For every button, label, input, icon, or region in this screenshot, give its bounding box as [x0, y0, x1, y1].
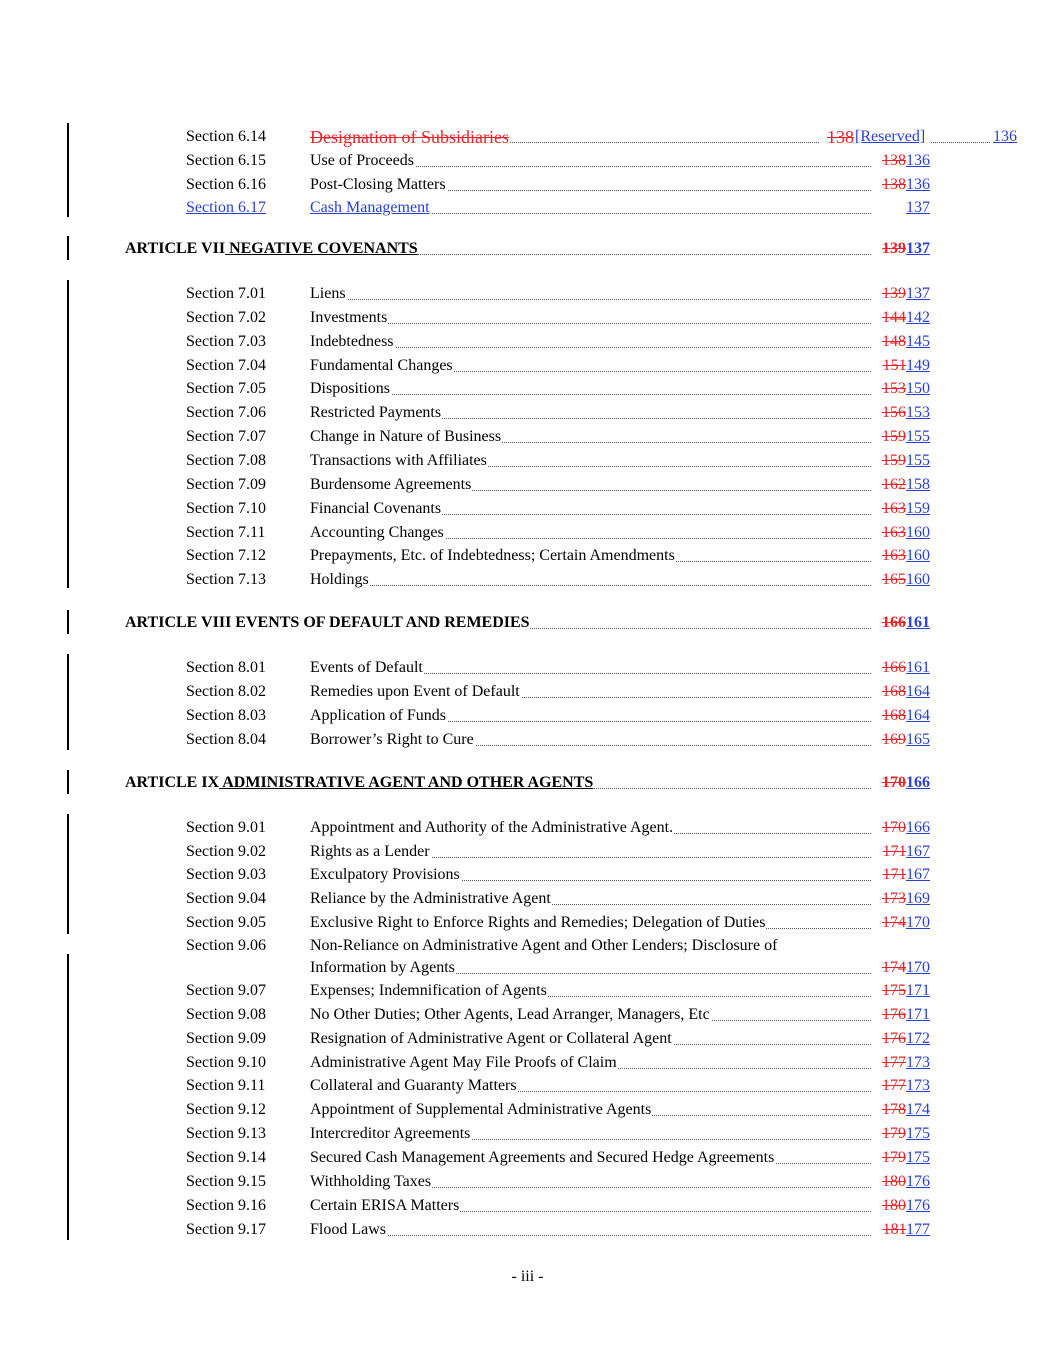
section-title: Indebtedness	[310, 332, 394, 350]
section-title: Intercreditor Agreements	[310, 1125, 471, 1143]
old-page-number: 171	[882, 842, 906, 860]
page-numbers	[882, 1149, 930, 1167]
old-page-number: 171	[882, 866, 906, 884]
old-page-number: 153	[882, 380, 906, 398]
page-numbers	[882, 1006, 930, 1024]
section-title: Certain ERISA Matters	[310, 1196, 460, 1214]
section-number: Section 9.13	[186, 1125, 266, 1143]
section-number: Section 7.08	[186, 451, 266, 469]
section-title: Appointment of Supplemental Administrative Agents	[310, 1101, 652, 1119]
new-page-number[interactable]: 164	[906, 683, 930, 700]
dot-leader	[310, 394, 871, 395]
section-title: Administrative Agent May File Proofs of Claim	[310, 1053, 617, 1071]
toc-entry[interactable]	[0, 357, 1055, 381]
page-numbers	[882, 707, 930, 725]
old-page-number: 163	[882, 523, 906, 541]
old-page-number: 176	[882, 1005, 906, 1023]
page-numbers	[883, 1221, 930, 1239]
section-title: Withholding Taxes	[310, 1172, 432, 1190]
dot-leader	[310, 1235, 871, 1236]
page-numbers	[882, 731, 930, 749]
article-title	[125, 240, 418, 258]
old-page-number: 179	[882, 1125, 906, 1143]
page-numbers	[882, 404, 930, 422]
new-page-number[interactable]: 153	[906, 404, 930, 422]
toc-entry[interactable]	[0, 982, 1055, 1006]
toc-entry[interactable]	[0, 1173, 1055, 1197]
new-page-number[interactable]: 145	[906, 332, 930, 350]
article-prefix: ARTICLE IX	[125, 774, 220, 791]
article-title	[125, 774, 593, 792]
old-page-number: 139	[882, 240, 906, 257]
inserted-section-title[interactable]: [Reserved]	[855, 128, 926, 145]
toc-entry[interactable]	[0, 452, 1055, 476]
toc-entry[interactable]	[0, 843, 1055, 867]
section-number: Section 7.11	[186, 523, 266, 541]
section-number: Section 9.12	[186, 1101, 266, 1119]
section-title-line1: Non-Reliance on Administrative Agent and Other Lenders; Disclosure of	[310, 937, 778, 954]
section-number: Section 9.15	[186, 1172, 266, 1190]
dot-leader	[310, 585, 871, 586]
page-numbers	[882, 571, 930, 589]
old-page-number: 168	[882, 683, 906, 700]
toc-entry[interactable]	[0, 571, 1055, 595]
toc-entry[interactable]	[0, 476, 1055, 500]
toc-entry[interactable]	[0, 333, 1055, 357]
section-title-line2: Information by Agents	[310, 959, 455, 976]
section-title: Collateral and Guaranty Matters	[310, 1077, 517, 1095]
section-title: Investments	[310, 308, 388, 326]
section-title: Fundamental Changes	[310, 356, 453, 374]
old-page-number: 166	[882, 614, 906, 631]
new-page-number[interactable]: 166	[906, 819, 930, 836]
new-page-number[interactable]: 160	[906, 523, 930, 541]
new-page-number[interactable]: 137	[906, 285, 930, 302]
old-page-number: 174	[882, 959, 906, 976]
section-title: Secured Cash Management Agreements and Secured Hedge Agreements	[310, 1148, 775, 1166]
new-page-number[interactable]: 176	[906, 1196, 930, 1214]
page-numbers	[882, 152, 930, 170]
new-page-number[interactable]: 171	[906, 982, 930, 999]
deleted-section-title: Designation of Subsidiaries	[310, 127, 509, 147]
section-number: Section 6.14	[186, 128, 266, 145]
old-page-number: 170	[882, 774, 906, 791]
new-page-number[interactable]: 155	[906, 428, 930, 446]
section-number: Section 7.04	[186, 356, 266, 374]
section-title: Events of Default	[310, 659, 423, 676]
new-page-number[interactable]: 173	[906, 1053, 930, 1071]
article-heading[interactable]	[0, 774, 1055, 798]
section-title: Financial Covenants	[310, 499, 442, 517]
old-page-number: 138	[882, 152, 906, 169]
toc-entry[interactable]	[0, 914, 1055, 938]
section-number: Section 9.07	[186, 982, 266, 999]
page-numbers	[882, 982, 930, 1000]
toc-entry[interactable]	[0, 1149, 1055, 1173]
page-numbers	[882, 452, 930, 470]
old-page-number: 180	[882, 1196, 906, 1214]
new-page-number[interactable]: 167	[906, 866, 930, 884]
new-page-number[interactable]: 164	[906, 707, 930, 724]
old-page-number: 173	[882, 890, 906, 908]
section-number: Section 7.02	[186, 308, 266, 326]
section-title: Resignation of Administrative Agent or Collateral Agent	[310, 1029, 672, 1047]
new-page-number[interactable]: 159	[906, 499, 930, 517]
toc-entry[interactable]	[0, 500, 1055, 524]
toc-entry[interactable]	[0, 707, 1055, 731]
section-number[interactable]: Section 6.17	[186, 199, 266, 216]
section-title: No Other Duties; Other Agents, Lead Arranger, Managers, Etc	[310, 1005, 710, 1023]
new-page-number[interactable]: 166	[906, 774, 930, 791]
page-numbers	[882, 1197, 930, 1215]
toc-entry[interactable]	[0, 199, 1055, 223]
section-number: Section 7.07	[186, 428, 266, 446]
new-page-number[interactable]: 174	[906, 1101, 930, 1119]
toc-entry[interactable]	[0, 524, 1055, 548]
new-page-number[interactable]: 142	[906, 308, 930, 326]
old-page-number: 169	[882, 731, 906, 748]
toc-entry[interactable]	[0, 1077, 1055, 1101]
page-numbers	[882, 524, 930, 542]
page-numbers	[882, 476, 930, 494]
new-page-number[interactable]: 169	[906, 890, 930, 908]
section-title: Change in Nature of Business	[310, 428, 502, 446]
new-page-number[interactable]: 170	[906, 913, 930, 931]
page-numbers	[906, 199, 930, 217]
old-page-number: 179	[882, 1148, 906, 1166]
section-number: Section 6.15	[186, 152, 266, 169]
toc-entry[interactable]	[0, 659, 1055, 683]
new-page-number[interactable]: 165	[906, 731, 930, 748]
article-prefix: ARTICLE VII	[125, 240, 226, 257]
old-page-number: 165	[882, 571, 906, 589]
section-number: Section 9.08	[186, 1005, 266, 1023]
section-title: Post-Closing Matters	[310, 176, 446, 193]
page-numbers	[882, 1054, 930, 1072]
toc-entry[interactable]	[0, 1197, 1055, 1221]
section-number: Section 7.13	[186, 571, 266, 589]
page-numbers	[882, 683, 930, 701]
page-numbers	[882, 614, 930, 632]
section-number: Section 8.01	[186, 659, 266, 676]
section-number: Section 9.02	[186, 842, 266, 860]
toc-entry[interactable]	[0, 128, 1055, 152]
toc-entry[interactable]	[0, 380, 1055, 404]
section-number: Section 8.04	[186, 731, 266, 748]
section-title: Exclusive Right to Enforce Rights and Remedies; Delegation of Duties	[310, 913, 766, 931]
toc-entry[interactable]	[0, 866, 1055, 890]
section-title: Borrower’s Right to Cure	[310, 731, 474, 748]
section-title: Transactions with Affiliates	[310, 451, 487, 469]
new-page-number[interactable]: 175	[906, 1125, 930, 1143]
section-title: Expenses; Indemnification of Agents	[310, 982, 547, 999]
old-page-number: 168	[882, 707, 906, 724]
old-page-number: 175	[882, 982, 906, 999]
page-numbers	[882, 1101, 930, 1119]
new-page-number[interactable]: 175	[906, 1148, 930, 1166]
page-numbers	[882, 914, 930, 932]
section-title: Flood Laws	[310, 1220, 386, 1238]
toc-entry[interactable]	[0, 1101, 1055, 1125]
article-name: ADMINISTRATIVE AGENT AND OTHER AGENTS	[219, 774, 594, 791]
new-page-number[interactable]: 172	[906, 1029, 930, 1047]
page-numbers	[882, 1173, 930, 1191]
page-numbers	[882, 380, 930, 398]
section-title: Remedies upon Event of Default	[310, 683, 520, 700]
section-number: Section 7.06	[186, 404, 266, 422]
page-numbers	[882, 1125, 930, 1143]
old-page-number: 139	[882, 285, 906, 302]
old-page-number: 180	[882, 1172, 906, 1190]
new-page-number[interactable]: 149	[906, 356, 930, 374]
page-numbers	[882, 959, 930, 977]
toc-entry[interactable]	[0, 404, 1055, 428]
section-title: Dispositions	[310, 380, 391, 398]
toc-entry[interactable]	[0, 547, 1055, 571]
old-page-number: 148	[882, 332, 906, 350]
toc-entry[interactable]	[0, 890, 1055, 914]
new-page-number[interactable]: 161	[906, 659, 930, 676]
section-title: Prepayments, Etc. of Indebtedness; Certain Amendments	[310, 547, 675, 565]
toc-entry[interactable]	[0, 937, 1055, 983]
new-page-number[interactable]: 177	[906, 1220, 930, 1238]
page-numbers	[882, 774, 930, 792]
old-page-number: 159	[882, 428, 906, 446]
section-number: Section 9.09	[186, 1029, 266, 1047]
section-number: Section 7.01	[186, 285, 266, 302]
section-number: Section 7.12	[186, 547, 266, 565]
toc-entry[interactable]	[0, 428, 1055, 452]
section-number: Section 9.11	[186, 1077, 266, 1095]
section-number: Section 8.02	[186, 683, 266, 700]
section-number: Section 8.03	[186, 707, 266, 724]
new-page-number[interactable]: 136	[906, 152, 930, 169]
toc-entry[interactable]	[0, 1054, 1055, 1078]
page-numbers	[882, 819, 930, 837]
old-page-number: 178	[882, 1101, 906, 1119]
section-number: Section 7.05	[186, 380, 266, 398]
old-page-number: 151	[882, 356, 906, 374]
section-title: Exculpatory Provisions	[310, 866, 460, 884]
section-title: Accounting Changes	[310, 523, 444, 541]
toc-entry[interactable]	[0, 309, 1055, 333]
new-page-number[interactable]: 158	[906, 475, 930, 493]
old-page-number: 138	[827, 127, 854, 147]
old-page-number: 166	[882, 659, 906, 676]
section-title: Burdensome Agreements	[310, 475, 472, 493]
old-page-number: 177	[882, 1077, 906, 1095]
section-number: Section 9.16	[186, 1196, 266, 1214]
old-page-number: 163	[882, 547, 906, 565]
section-title: Reliance by the Administrative Agent	[310, 890, 551, 908]
page-numbers	[882, 333, 930, 351]
toc-entry[interactable]	[0, 285, 1055, 309]
new-page-number[interactable]: 167	[906, 842, 930, 860]
section-number: Section 6.16	[186, 176, 266, 193]
section-number: Section 9.14	[186, 1148, 266, 1166]
page-numbers	[883, 866, 930, 884]
toc-entry[interactable]	[0, 1125, 1055, 1149]
section-title: Appointment and Authority of the Administrative Agent.	[310, 819, 674, 836]
toc-entry[interactable]	[0, 176, 1055, 200]
article-name: NEGATIVE COVENANTS	[225, 240, 418, 257]
old-page-number: 138	[882, 176, 906, 193]
article-heading[interactable]	[0, 614, 1055, 638]
new-page-number[interactable]: 171	[906, 1005, 930, 1023]
section-title: Holdings	[310, 571, 369, 589]
section-title: Application of Funds	[310, 707, 446, 724]
section-number: Section 7.09	[186, 475, 266, 493]
article-title: ARTICLE VIII EVENTS OF DEFAULT AND REMEDIES	[125, 614, 530, 631]
page-numbers	[883, 843, 930, 861]
page-numbers	[882, 285, 930, 303]
section-number: Section 9.04	[186, 890, 266, 908]
section-number: Section 7.10	[186, 499, 266, 517]
section-number: Section 7.03	[186, 332, 266, 350]
new-page-number[interactable]: 160	[906, 571, 930, 589]
toc-entry[interactable]	[0, 819, 1055, 843]
new-page-number[interactable]: 176	[906, 1172, 930, 1190]
section-title: Rights as a Lender	[310, 842, 430, 860]
toc-entry[interactable]	[0, 1221, 1055, 1245]
dot-leader	[931, 142, 990, 143]
section-title: Restricted Payments	[310, 404, 442, 422]
page-numbers	[882, 428, 930, 446]
section-number: Section 9.17	[186, 1220, 266, 1238]
page-footer: - iii -	[511, 1268, 544, 1285]
dot-leader	[310, 323, 871, 324]
old-page-number: 144	[882, 308, 906, 326]
page-numbers	[882, 240, 930, 258]
section-title: Use of Proceeds	[310, 152, 414, 169]
new-page-number[interactable]: 160	[906, 547, 930, 565]
section-title: Liens	[310, 285, 346, 302]
new-page-number[interactable]: 155	[906, 451, 930, 469]
new-page-number[interactable]: 136	[906, 176, 930, 193]
old-page-number: 159	[882, 451, 906, 469]
old-page-number: 174	[882, 913, 906, 931]
page-numbers	[882, 309, 930, 327]
article-heading[interactable]	[0, 240, 1055, 264]
new-page-number[interactable]: 137	[906, 199, 930, 216]
section-title[interactable]: Cash Management	[310, 199, 430, 216]
dot-leader	[310, 299, 871, 300]
old-page-number: 176	[882, 1029, 906, 1047]
new-page-number[interactable]: 136	[993, 128, 1017, 145]
page-numbers	[882, 176, 930, 194]
section-number: Section 9.05	[186, 913, 266, 931]
section-number: Section 9.01	[186, 819, 266, 836]
page-numbers	[882, 890, 930, 908]
toc-entry[interactable]	[0, 152, 1055, 176]
section-number: Section 9.03	[186, 866, 266, 884]
toc-entry[interactable]	[0, 683, 1055, 707]
page-numbers	[882, 1077, 930, 1095]
new-page-number[interactable]: 170	[906, 959, 930, 976]
old-page-number: 170	[882, 819, 906, 836]
new-page-number[interactable]: 161	[906, 614, 930, 631]
toc-entry[interactable]	[0, 731, 1055, 755]
section-number: Section 9.10	[186, 1053, 266, 1071]
new-page-number[interactable]: 137	[906, 240, 930, 257]
page-numbers	[882, 547, 930, 565]
new-page-number[interactable]: 150	[906, 380, 930, 398]
page-numbers	[883, 357, 930, 375]
toc-entry[interactable]	[0, 1006, 1055, 1030]
old-page-number: 177	[882, 1053, 906, 1071]
page-numbers	[882, 1030, 930, 1048]
old-page-number: 181	[882, 1220, 906, 1238]
old-page-number: 156	[882, 404, 906, 422]
page-numbers	[882, 500, 930, 518]
old-page-number: 163	[882, 499, 906, 517]
toc-entry[interactable]	[0, 1030, 1055, 1054]
new-page-number[interactable]: 173	[906, 1077, 930, 1095]
section-number: Section 9.06	[186, 937, 266, 954]
old-page-number: 162	[882, 475, 906, 493]
page-numbers	[882, 659, 930, 677]
